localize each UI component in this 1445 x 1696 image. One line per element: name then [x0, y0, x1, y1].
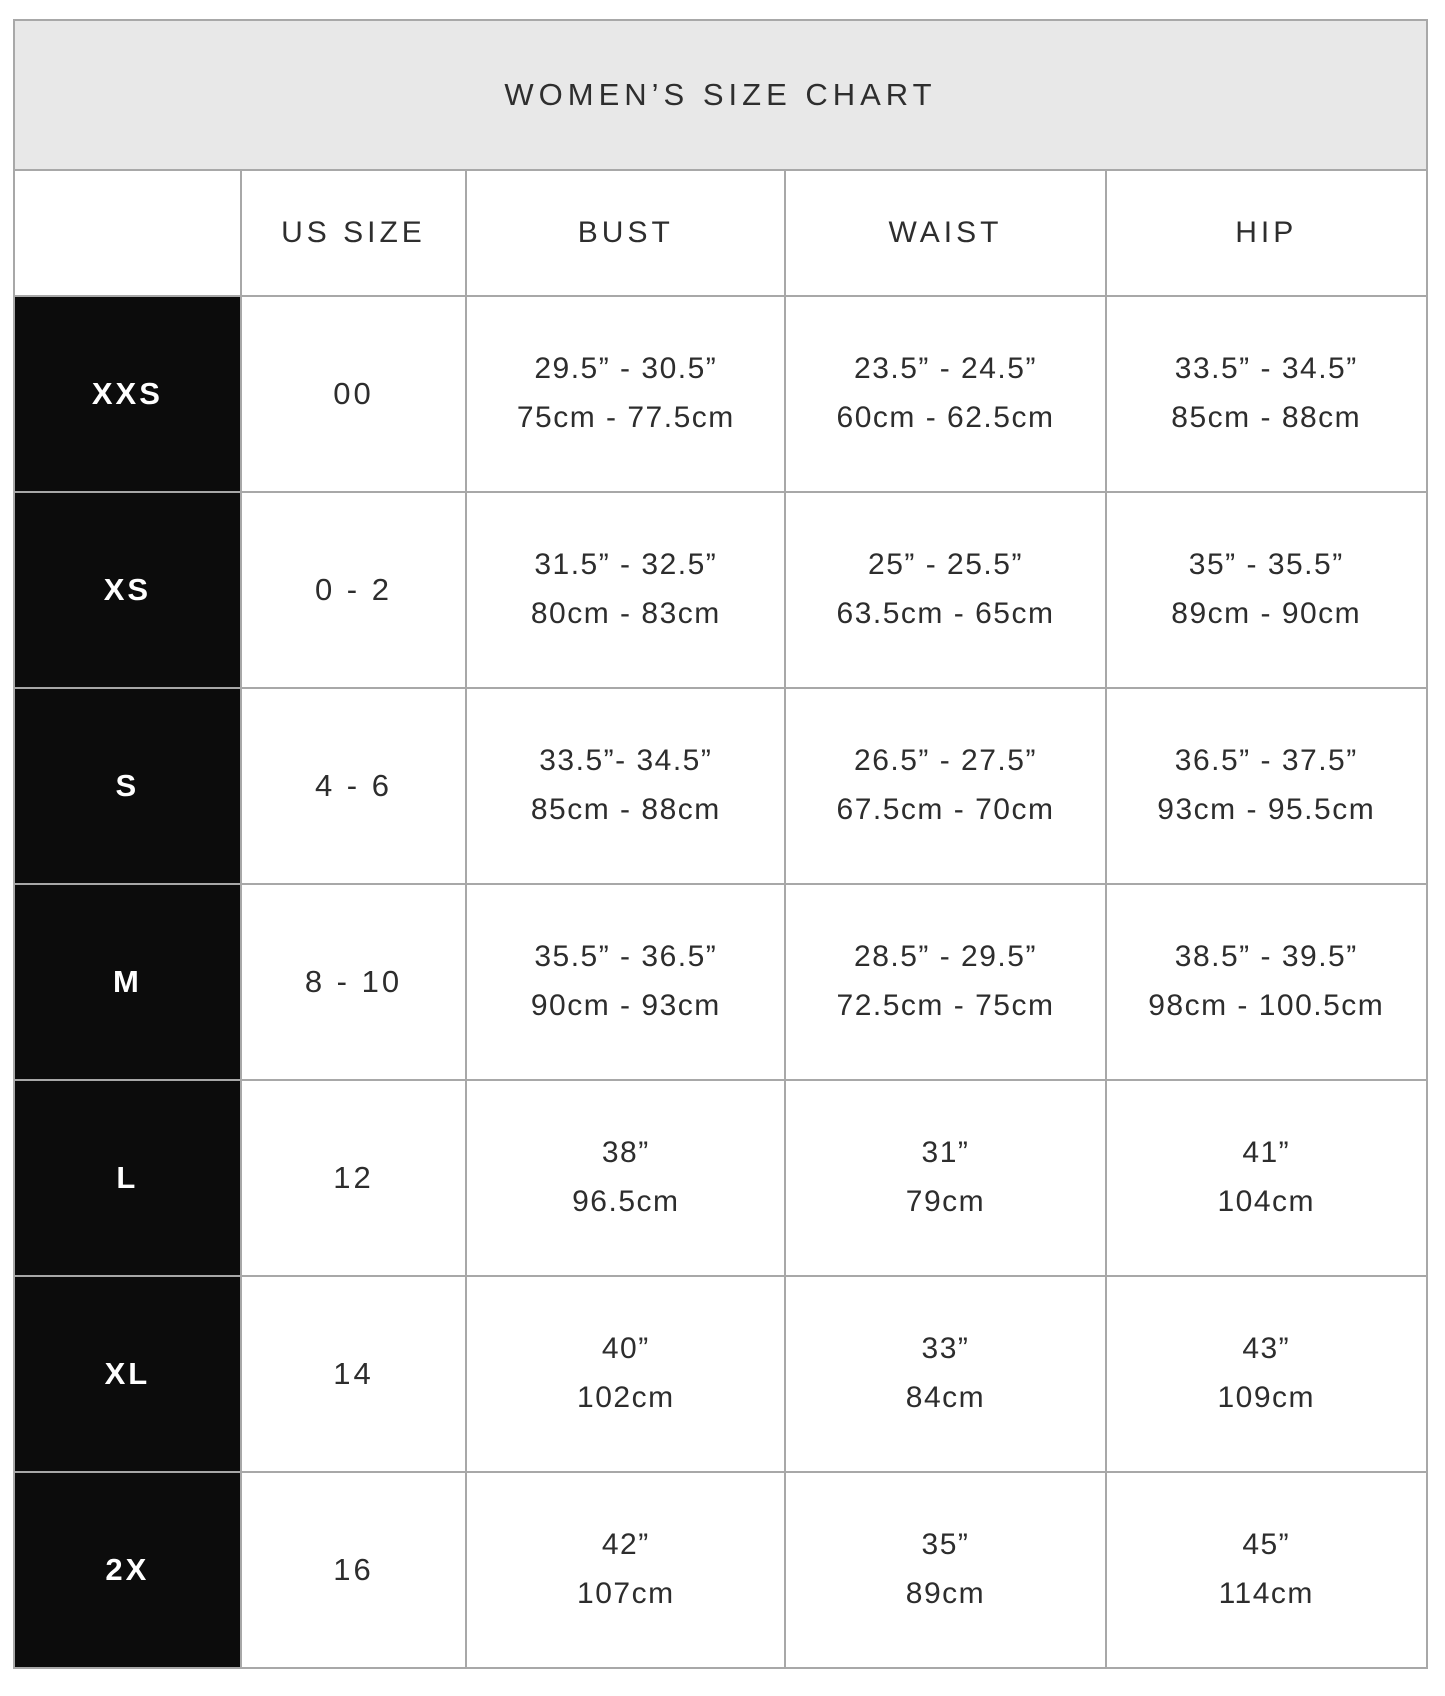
waist-cell [785, 296, 1105, 492]
bust-cell [466, 884, 785, 1080]
waist-cm: 63.5cm - 65cm [836, 597, 1055, 630]
bust-cell [466, 492, 785, 688]
size-label-cell [14, 492, 241, 688]
waist-cm: 84cm [905, 1381, 986, 1414]
size-label-cell [14, 884, 241, 1080]
size-label-cell [14, 1276, 241, 1472]
size-label: 2X [105, 1552, 150, 1587]
bust-cell [466, 1472, 785, 1668]
size-row-xl [14, 1276, 1427, 1472]
waist-cm: 67.5cm - 70cm [836, 793, 1055, 826]
waist-cell [785, 884, 1105, 1080]
us-size-value: 0 - 2 [314, 572, 392, 607]
waist-inches: 23.5” - 24.5” [854, 352, 1037, 386]
waist-cell [785, 1472, 1105, 1668]
chart-title: WOMEN’S SIZE CHART [14, 20, 1427, 170]
waist-inches: 35” [921, 1528, 970, 1562]
waist-cell [785, 492, 1105, 688]
waist-cm: 89cm [905, 1577, 986, 1610]
hip-cm: 93cm - 95.5cm [1157, 793, 1376, 826]
column-header-waist: WAIST [785, 170, 1105, 296]
us-size-value: 14 [333, 1356, 374, 1391]
size-label-cell [14, 688, 241, 884]
bust-cm: 96.5cm [572, 1185, 680, 1218]
hip-inches: 38.5” - 39.5” [1174, 940, 1358, 974]
hip-cm: 85cm - 88cm [1171, 401, 1362, 434]
bust-cm: 102cm [577, 1381, 675, 1414]
us-size-cell [241, 1276, 466, 1472]
bust-cm: 75cm - 77.5cm [516, 401, 735, 434]
hip-inches: 43” [1242, 1332, 1291, 1366]
hip-inches: 33.5” - 34.5” [1174, 352, 1358, 386]
us-size-cell [241, 492, 466, 688]
bust-inches: 29.5” - 30.5” [534, 352, 718, 386]
corner-cell [14, 170, 241, 296]
us-size-cell [241, 1472, 466, 1668]
bust-cell [466, 296, 785, 492]
hip-cell [1106, 296, 1428, 492]
waist-cm: 79cm [905, 1185, 986, 1218]
size-label: XL [104, 1356, 151, 1391]
waist-cell [785, 1080, 1105, 1276]
waist-cell [785, 688, 1105, 884]
title-row [14, 20, 1427, 170]
hip-cm: 109cm [1217, 1381, 1316, 1414]
hip-cell [1106, 492, 1428, 688]
waist-inches: 31” [921, 1136, 970, 1170]
hip-cell [1106, 1472, 1428, 1668]
column-header-hip: HIP [1106, 170, 1428, 296]
size-row-s [14, 688, 1427, 884]
bust-cell [466, 1276, 785, 1472]
waist-inches: 25” - 25.5” [868, 548, 1023, 582]
us-size-cell [241, 884, 466, 1080]
size-row-xs [14, 492, 1427, 688]
waist-inches: 33” [921, 1332, 970, 1366]
us-size-value: 16 [333, 1552, 374, 1587]
size-row-l [14, 1080, 1427, 1276]
us-size-value: 00 [333, 376, 374, 411]
hip-inches: 45” [1242, 1528, 1291, 1562]
size-row-2x [14, 1472, 1427, 1668]
bust-inches: 40” [601, 1332, 650, 1366]
bust-cm: 107cm [577, 1577, 675, 1610]
hip-cm: 104cm [1217, 1185, 1316, 1218]
waist-inches: 28.5” - 29.5” [854, 940, 1037, 974]
hip-inches: 41” [1242, 1136, 1291, 1170]
hip-cm: 114cm [1218, 1577, 1314, 1610]
us-size-value: 4 - 6 [314, 768, 392, 803]
bust-cell [466, 1080, 785, 1276]
waist-inches: 26.5” - 27.5” [854, 744, 1037, 778]
us-size-cell [241, 688, 466, 884]
size-label: XS [103, 572, 152, 607]
size-label-cell [14, 296, 241, 492]
womens-size-chart-table [13, 19, 1428, 1669]
bust-inches: 35.5” - 36.5” [534, 940, 718, 974]
us-size-cell [241, 296, 466, 492]
waist-cm: 60cm - 62.5cm [836, 401, 1055, 434]
column-header-us-size: US SIZE [241, 170, 466, 296]
waist-cell [785, 1276, 1105, 1472]
hip-cm: 98cm - 100.5cm [1148, 989, 1385, 1022]
hip-inches: 36.5” - 37.5” [1174, 744, 1358, 778]
hip-cell [1106, 688, 1428, 884]
hip-cell [1106, 1080, 1428, 1276]
waist-cm: 72.5cm - 75cm [836, 989, 1055, 1022]
bust-cm: 85cm - 88cm [530, 793, 721, 826]
bust-cm: 90cm - 93cm [530, 989, 721, 1022]
us-size-value: 12 [333, 1160, 374, 1195]
size-row-xxs [14, 296, 1427, 492]
bust-inches: 42” [601, 1528, 650, 1562]
bust-inches: 33.5”- 34.5” [539, 744, 713, 778]
size-label: S [115, 768, 140, 803]
column-header-bust: BUST [466, 170, 785, 296]
us-size-value: 8 - 10 [304, 964, 403, 999]
size-label: M [112, 964, 142, 999]
hip-cell [1106, 884, 1428, 1080]
size-label: XXS [91, 376, 163, 411]
size-label-cell [14, 1080, 241, 1276]
hip-inches: 35” - 35.5” [1188, 548, 1344, 582]
size-label: L [116, 1160, 139, 1195]
column-header-row [14, 170, 1427, 296]
us-size-cell [241, 1080, 466, 1276]
bust-cell [466, 688, 785, 884]
hip-cell [1106, 1276, 1428, 1472]
size-label-cell [14, 1472, 241, 1668]
hip-cm: 89cm - 90cm [1171, 597, 1362, 630]
bust-inches: 38” [601, 1136, 650, 1170]
bust-inches: 31.5” - 32.5” [534, 548, 718, 582]
size-row-m [14, 884, 1427, 1080]
bust-cm: 80cm - 83cm [530, 597, 721, 630]
